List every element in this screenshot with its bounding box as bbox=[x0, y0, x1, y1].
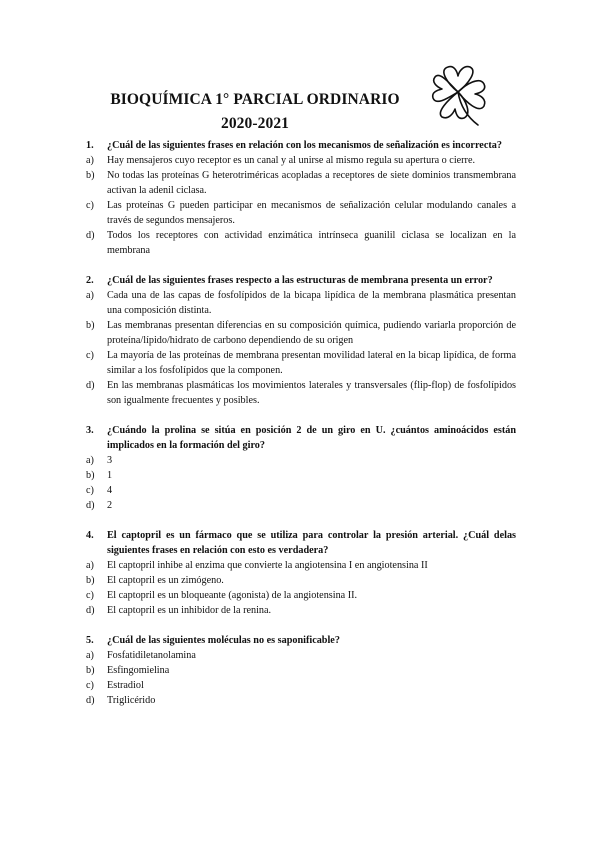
exam-header bbox=[80, 88, 430, 136]
option-text: Esfingomielina bbox=[107, 665, 170, 676]
question-item bbox=[86, 423, 516, 513]
question-text: El captopril es un fármaco que se utiliza para controlar la presión arterial. ¿Cuál delas siguientes frases en relación con esto es verdadera? bbox=[107, 530, 516, 556]
option-text: 4 bbox=[107, 485, 113, 496]
question-number: 4. bbox=[86, 530, 94, 541]
exam-year: 2020-2021 bbox=[220, 115, 290, 132]
option-label: a) bbox=[86, 455, 94, 466]
option-text: La mayoría de las proteínas de membrana presentan movilidad lateral en la bicap lipídica, de forma similar a los fosfolípidos que la componen. bbox=[107, 350, 516, 376]
question-number: 2. bbox=[86, 275, 94, 286]
answer-option bbox=[86, 483, 516, 498]
option-label: a) bbox=[86, 155, 94, 166]
answer-option bbox=[86, 498, 516, 513]
answer-option bbox=[86, 378, 516, 408]
option-label: c) bbox=[86, 200, 94, 211]
option-label: b) bbox=[86, 575, 95, 586]
option-label: d) bbox=[86, 605, 95, 616]
option-label: d) bbox=[86, 230, 95, 241]
option-text: 1 bbox=[107, 470, 113, 481]
option-label: c) bbox=[86, 350, 94, 361]
option-text: Las membranas presentan diferencias en su composición química, pudiendo variarla proporción de proteína/lípido/hidrato de carbono dependiendo de su origen bbox=[107, 320, 516, 346]
question-head bbox=[86, 273, 516, 288]
question-item bbox=[86, 528, 516, 618]
question-number: 1. bbox=[86, 140, 94, 151]
answer-option bbox=[86, 663, 516, 678]
option-text: El captopril es un zimógeno. bbox=[107, 575, 224, 586]
answer-option bbox=[86, 648, 516, 663]
option-text: El captopril inhibe al enzima que convierte la angiotensina I en angiotensina II bbox=[107, 560, 428, 571]
question-text: ¿Cuál de las siguientes frases respecto a las estructuras de membrana presenta un error? bbox=[107, 275, 493, 286]
question-head bbox=[86, 528, 516, 558]
option-label: a) bbox=[86, 290, 94, 301]
option-label: a) bbox=[86, 650, 94, 661]
answer-option bbox=[86, 693, 516, 708]
answer-option bbox=[86, 603, 516, 618]
option-text: 3 bbox=[107, 455, 113, 466]
option-text: Cada una de las capas de fosfolípidos de la bicapa lipídica de la membrana plasmática presentan una composición distinta. bbox=[107, 290, 516, 316]
answer-option bbox=[86, 573, 516, 588]
option-text: El captopril es un inhibidor de la renina. bbox=[107, 605, 272, 616]
answer-option bbox=[86, 198, 516, 228]
option-text: El captopril es un bloqueante (agonista) de la angiotensina II. bbox=[107, 590, 358, 601]
option-text: Fosfatidiletanolamina bbox=[107, 650, 196, 661]
option-label: d) bbox=[86, 380, 95, 391]
option-text: No todas las proteínas G heterotriméricas acopladas a receptores de siete dominios transmembrana activan la adenil ciclasa. bbox=[107, 170, 516, 196]
option-text: Las proteínas G pueden participar en mecanismos de señalización celular modulando canales a través de segundos mensajeros. bbox=[107, 200, 516, 226]
question-item bbox=[86, 273, 516, 408]
question-head bbox=[86, 423, 516, 453]
option-text: Estradiol bbox=[107, 680, 144, 691]
option-label: b) bbox=[86, 665, 95, 676]
answer-option bbox=[86, 153, 516, 168]
option-label: b) bbox=[86, 170, 95, 181]
question-text: ¿Cuál de las siguientes moléculas no es saponificable? bbox=[107, 635, 340, 646]
answer-option bbox=[86, 168, 516, 198]
answer-option bbox=[86, 348, 516, 378]
answer-option bbox=[86, 318, 516, 348]
question-text: ¿Cuál de las siguientes frases en relación con los mecanismos de señalización es incorrecta? bbox=[107, 140, 502, 151]
answer-option bbox=[86, 588, 516, 603]
question-item bbox=[86, 633, 516, 708]
option-text: Triglicérido bbox=[107, 695, 156, 706]
question-text: ¿Cuándo la prolina se sitúa en posición 2 de un giro en U. ¿cuántos aminoácidos están implicados en la formación del giro? bbox=[107, 425, 516, 451]
question-head bbox=[86, 138, 516, 153]
option-text: En las membranas plasmáticas los movimientos laterales y transversales (flip-flop) de fosfolípidos son igualmente frecuentes y posibles. bbox=[107, 380, 516, 406]
option-label: d) bbox=[86, 500, 95, 511]
option-label: b) bbox=[86, 470, 95, 481]
four-leaf-clover-icon bbox=[428, 62, 490, 128]
answer-option bbox=[86, 453, 516, 468]
option-label: b) bbox=[86, 320, 95, 331]
answer-option bbox=[86, 288, 516, 318]
question-number: 3. bbox=[86, 425, 94, 436]
answer-option bbox=[86, 678, 516, 693]
answer-option bbox=[86, 228, 516, 258]
option-text: Todos los receptores con actividad enzimática intrínseca guanilil ciclasa se localizan en la membrana bbox=[107, 230, 516, 256]
question-item bbox=[86, 138, 516, 258]
option-label: c) bbox=[86, 485, 94, 496]
option-label: c) bbox=[86, 680, 94, 691]
option-label: a) bbox=[86, 560, 94, 571]
option-text: Hay mensajeros cuyo receptor es un canal y al unirse al mismo regula su apertura o cierre. bbox=[107, 155, 476, 166]
question-number: 5. bbox=[86, 635, 94, 646]
exam-title: BIOQUÍMICA 1° PARCIAL ORDINARIO bbox=[110, 91, 400, 108]
answer-option bbox=[86, 468, 516, 483]
question-head bbox=[86, 633, 516, 648]
option-text: 2 bbox=[107, 500, 113, 511]
option-label: d) bbox=[86, 695, 95, 706]
question-list bbox=[86, 138, 516, 723]
option-label: c) bbox=[86, 590, 94, 601]
answer-option bbox=[86, 558, 516, 573]
